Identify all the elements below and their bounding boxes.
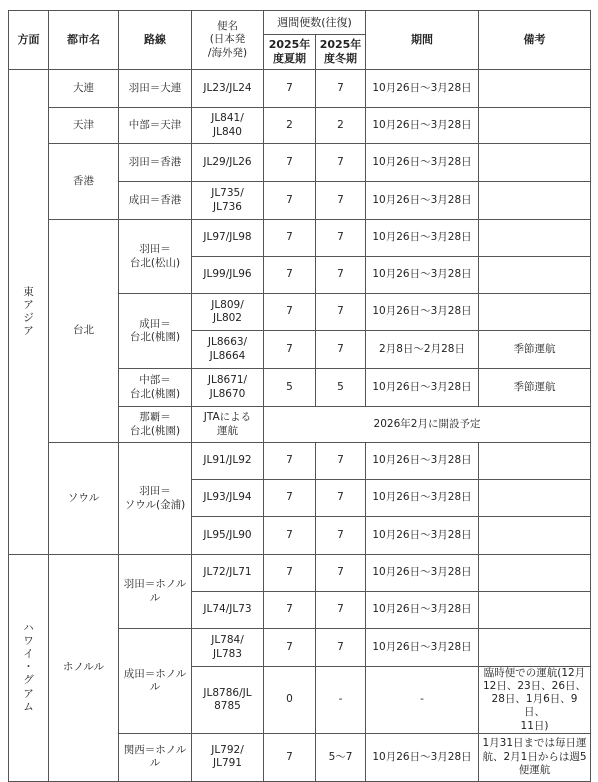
note: 臨時便での運航(12月 12日、23日、26日、 28日、1月6日、9日、 11日) (479, 667, 591, 734)
period: 10月26日〜3月28日 (366, 555, 479, 592)
header-note: 備考 (479, 11, 591, 70)
period: 10月26日〜3月28日 (366, 480, 479, 517)
city-hongkong: 香港 (49, 144, 119, 220)
period: 10月26日〜3月28日 (366, 257, 479, 294)
flight-number: JL792/ JL791 (192, 733, 264, 781)
city-taipei: 台北 (49, 220, 119, 443)
city-honolulu: ホノルル (49, 555, 119, 782)
region-char: イ (23, 648, 34, 661)
region-char: ・ (23, 661, 34, 674)
route-haneda-hongkong: 羽田＝香港 (119, 144, 192, 182)
summer-frequency: 7 (264, 592, 316, 629)
flight-number: JL8663/ JL8664 (192, 331, 264, 369)
winter-frequency: 7 (316, 555, 366, 592)
period: 10月26日〜3月28日 (366, 294, 479, 331)
winter-frequency: 7 (316, 443, 366, 480)
route-haneda-taipei-songshan: 羽田＝ 台北(松山) (119, 220, 192, 294)
route-naha-taipei-taoyuan: 那覇＝ 台北(桃園) (119, 407, 192, 443)
region-east-asia (9, 70, 49, 555)
period: 2月8日〜2月28日 (366, 331, 479, 369)
note (479, 592, 591, 629)
region-char: ワ (23, 635, 34, 647)
period: 10月26日〜3月28日 (366, 108, 479, 144)
flight-number: JL93/JL94 (192, 480, 264, 517)
winter-frequency: 7 (316, 294, 366, 331)
winter-frequency: 7 (316, 480, 366, 517)
header-region: 方面 (9, 11, 49, 70)
period: 10月26日〜3月28日 (366, 629, 479, 667)
winter-frequency: 7 (316, 629, 366, 667)
city-seoul: ソウル (49, 443, 119, 555)
note (479, 144, 591, 182)
winter-frequency: - (316, 667, 366, 734)
region-char: ム (23, 700, 34, 713)
summer-frequency: 5 (264, 369, 316, 407)
flight-number: JL95/JL90 (192, 517, 264, 555)
summer-frequency: 7 (264, 555, 316, 592)
winter-frequency: 7 (316, 331, 366, 369)
winter-frequency: 7 (316, 592, 366, 629)
planned-note: 2026年2月に開設予定 (264, 407, 591, 443)
note (479, 555, 591, 592)
winter-frequency: 7 (316, 144, 366, 182)
summer-frequency: 7 (264, 70, 316, 108)
note (479, 517, 591, 555)
note (479, 182, 591, 220)
period: 10月26日〜3月28日 (366, 144, 479, 182)
period: - (366, 667, 479, 734)
winter-frequency: 7 (316, 257, 366, 294)
flight-number: JL8671/ JL8670 (192, 369, 264, 407)
route-narita-hongkong: 成田＝香港 (119, 182, 192, 220)
note: 1月31日までは毎日運 航、2月1日からは週5 便運航 (479, 733, 591, 781)
summer-frequency: 7 (264, 220, 316, 257)
flight-number: JTAによる 運航 (192, 407, 264, 443)
flight-number: JL74/JL73 (192, 592, 264, 629)
winter-frequency: 5 (316, 369, 366, 407)
region-char: 東 (23, 285, 34, 298)
flight-number: JL91/JL92 (192, 443, 264, 480)
route-haneda-dalian: 羽田＝大連 (119, 70, 192, 108)
header-route: 路線 (119, 11, 192, 70)
period: 10月26日〜3月28日 (366, 517, 479, 555)
summer-frequency: 7 (264, 331, 316, 369)
note (479, 629, 591, 667)
flight-number: JL23/JL24 (192, 70, 264, 108)
winter-frequency: 2 (316, 108, 366, 144)
winter-frequency: 7 (316, 517, 366, 555)
region-hawaii-guam (9, 555, 49, 782)
route-narita-taipei-taoyuan: 成田＝ 台北(桃園) (119, 294, 192, 369)
summer-frequency: 0 (264, 667, 316, 734)
period: 10月26日〜3月28日 (366, 70, 479, 108)
note: 季節運航 (479, 369, 591, 407)
route-haneda-honolulu: 羽田＝ホノル ル (119, 555, 192, 629)
winter-frequency: 7 (316, 220, 366, 257)
note (479, 108, 591, 144)
region-char: ア (23, 298, 34, 311)
period: 10月26日〜3月28日 (366, 733, 479, 781)
header-flight: 便名 (日本発 /海外発) (192, 11, 264, 70)
period: 10月26日〜3月28日 (366, 220, 479, 257)
note (479, 257, 591, 294)
city-dalian: 大連 (49, 70, 119, 108)
header-weekly-flights: 週間便数(往復) (264, 11, 366, 35)
period: 10月26日〜3月28日 (366, 369, 479, 407)
route-haneda-seoul-gimpo: 羽田＝ ソウル(金浦) (119, 443, 192, 555)
header-winter: 2025年 度冬期 (316, 35, 366, 70)
route-narita-honolulu: 成田＝ホノル ル (119, 629, 192, 734)
note (479, 443, 591, 480)
route-kansai-honolulu: 関西＝ホノル ル (119, 733, 192, 781)
winter-frequency: 7 (316, 182, 366, 220)
flight-number: JL72/JL71 (192, 555, 264, 592)
summer-frequency: 7 (264, 443, 316, 480)
flight-number: JL735/ JL736 (192, 182, 264, 220)
winter-frequency: 7 (316, 70, 366, 108)
region-char: グ (23, 674, 34, 687)
summer-frequency: 7 (264, 733, 316, 781)
note (479, 70, 591, 108)
winter-frequency: 5〜7 (316, 733, 366, 781)
summer-frequency: 7 (264, 480, 316, 517)
flight-number: JL97/JL98 (192, 220, 264, 257)
header-summer: 2025年 度夏期 (264, 35, 316, 70)
flight-number: JL841/ JL840 (192, 108, 264, 144)
note (479, 294, 591, 331)
flight-number: JL99/JL96 (192, 257, 264, 294)
note (479, 220, 591, 257)
region-char: ジ (23, 312, 34, 324)
note (479, 480, 591, 517)
summer-frequency: 7 (264, 257, 316, 294)
summer-frequency: 7 (264, 517, 316, 555)
summer-frequency: 2 (264, 108, 316, 144)
route-chubu-tianjin: 中部＝天津 (119, 108, 192, 144)
header-period: 期間 (366, 11, 479, 70)
region-char: ハ (23, 621, 34, 634)
period: 10月26日〜3月28日 (366, 443, 479, 480)
period: 10月26日〜3月28日 (366, 592, 479, 629)
summer-frequency: 7 (264, 294, 316, 331)
note: 季節運航 (479, 331, 591, 369)
summer-frequency: 7 (264, 144, 316, 182)
region-char: ア (23, 325, 34, 338)
flight-schedule-table (8, 10, 591, 782)
region-char: ア (23, 687, 34, 700)
summer-frequency: 7 (264, 182, 316, 220)
route-chubu-taipei-taoyuan: 中部＝ 台北(桃園) (119, 369, 192, 407)
flight-number: JL784/ JL783 (192, 629, 264, 667)
city-tianjin: 天津 (49, 108, 119, 144)
flight-number: JL29/JL26 (192, 144, 264, 182)
period: 10月26日〜3月28日 (366, 182, 479, 220)
summer-frequency: 7 (264, 629, 316, 667)
flight-number: JL8786/JL 8785 (192, 667, 264, 734)
header-city: 都市名 (49, 11, 119, 70)
flight-number: JL809/ JL802 (192, 294, 264, 331)
